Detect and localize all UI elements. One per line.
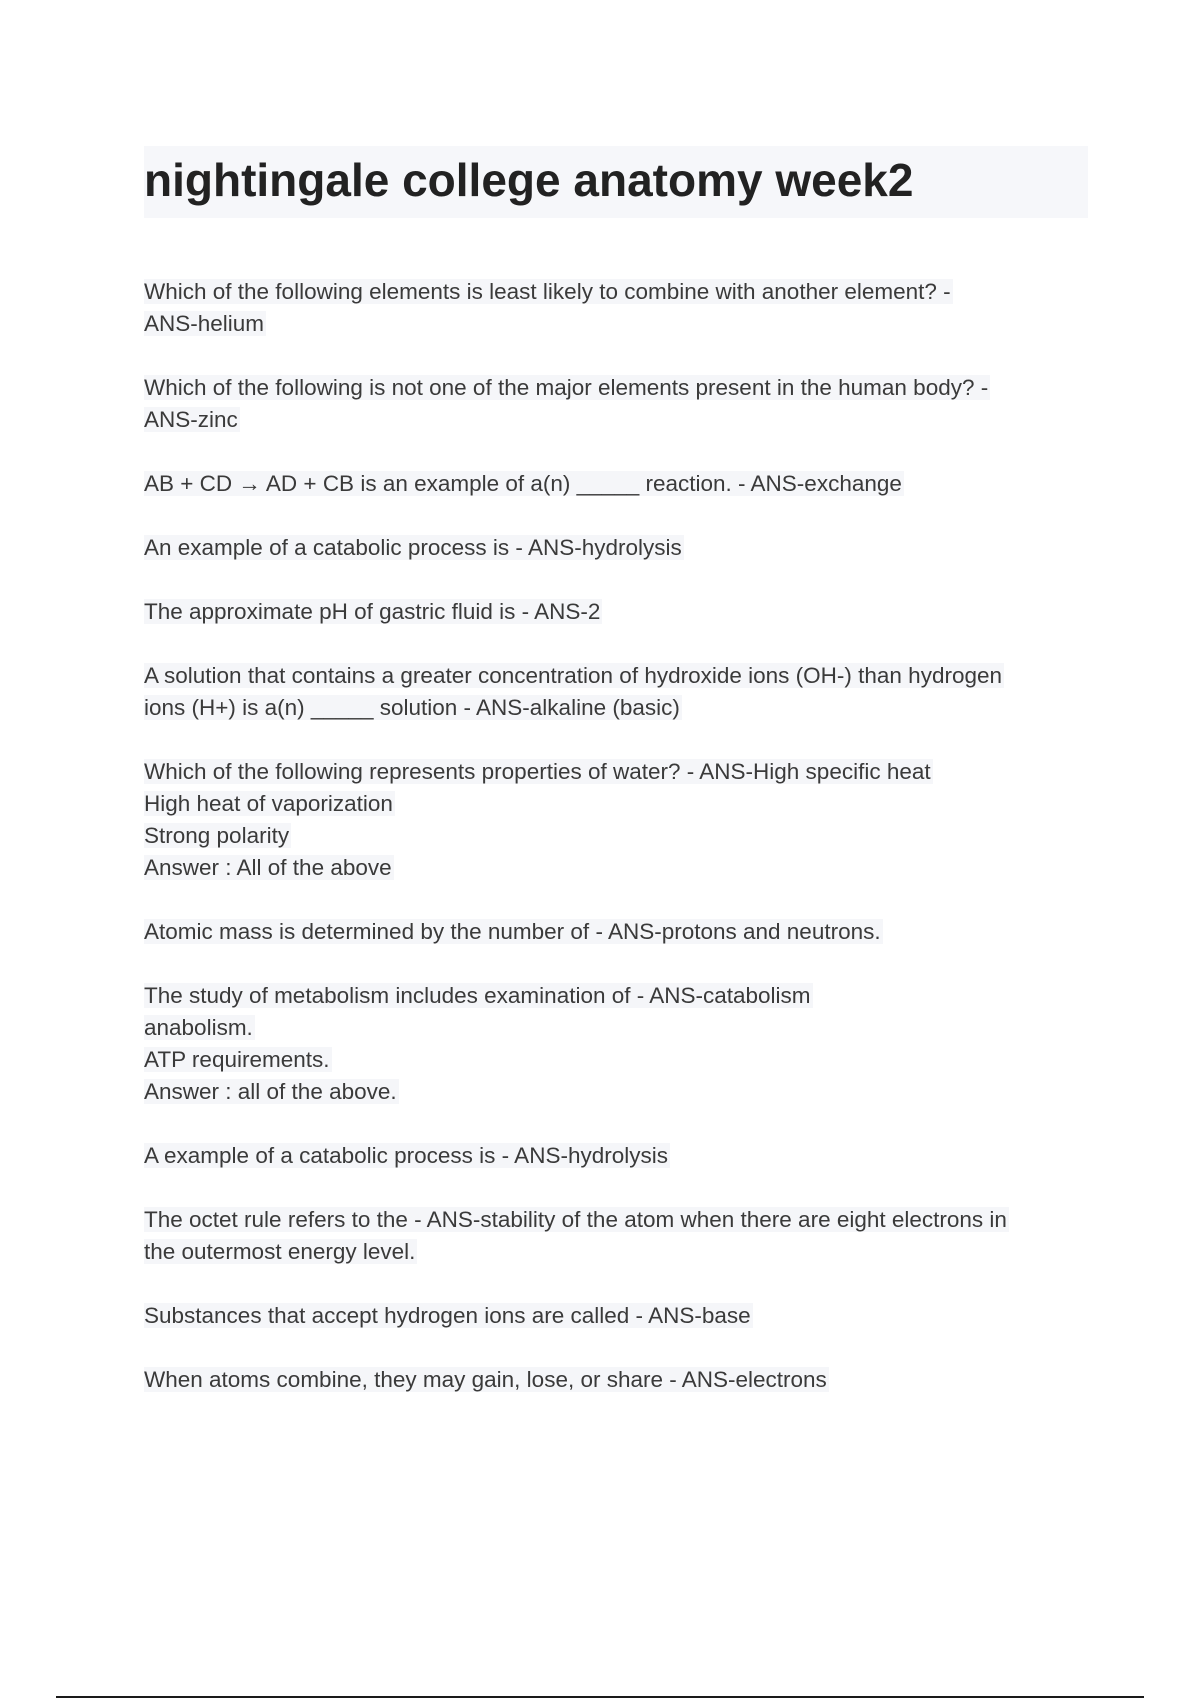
qa-line-text: The approximate pH of gastric fluid is - ANS-2	[144, 599, 601, 624]
qa-item	[144, 596, 1088, 628]
qa-item	[144, 468, 1088, 500]
qa-line	[144, 1012, 1088, 1044]
qa-line-text: High heat of vaporization	[144, 791, 393, 816]
qa-line	[144, 372, 1088, 404]
qa-item	[144, 276, 1088, 340]
qa-line-text: Strong polarity	[144, 823, 290, 848]
title-block	[144, 146, 1088, 218]
qa-line-text: anabolism.	[144, 1015, 253, 1040]
qa-line-text: Answer : All of the above	[144, 855, 392, 880]
qa-line-text: Which of the following represents properties of water? - ANS-High specific heat	[144, 759, 931, 784]
qa-line-text: ANS-zinc	[144, 407, 238, 432]
qa-line	[144, 1364, 1088, 1396]
qa-line	[144, 1204, 1088, 1236]
qa-line-text: Which of the following is not one of the major elements present in the human body? -	[144, 375, 989, 400]
qa-item	[144, 372, 1088, 436]
footer-divider	[56, 1696, 1144, 1698]
qa-line	[144, 276, 1088, 308]
qa-line-text: AB + CD → AD + CB is an example of a(n) _____ reaction. - ANS-exchange	[144, 471, 902, 496]
qa-line	[144, 980, 1088, 1012]
qa-line-text: Answer : all of the above.	[144, 1079, 397, 1104]
qa-line-text: The octet rule refers to the - ANS-stability of the atom when there are eight electrons in	[144, 1207, 1007, 1232]
qa-line	[144, 660, 1088, 692]
qa-item	[144, 1300, 1088, 1332]
qa-line	[144, 1300, 1088, 1332]
page-title: nightingale college anatomy week2	[144, 154, 914, 206]
qa-line-text: Atomic mass is determined by the number of - ANS-protons and neutrons.	[144, 919, 881, 944]
qa-line	[144, 308, 1088, 340]
qa-line	[144, 404, 1088, 436]
qa-line	[144, 596, 1088, 628]
qa-item	[144, 1204, 1088, 1268]
qa-line-text: the outermost energy level.	[144, 1239, 416, 1264]
qa-line-text: ions (H+) is a(n) _____ solution - ANS-alkaline (basic)	[144, 695, 680, 720]
qa-item	[144, 660, 1088, 724]
qa-list	[144, 276, 1088, 1428]
qa-line-text: When atoms combine, they may gain, lose, or share - ANS-electrons	[144, 1367, 827, 1392]
qa-line-text: ANS-helium	[144, 311, 265, 336]
qa-line-text: Substances that accept hydrogen ions are called - ANS-base	[144, 1303, 751, 1328]
qa-line	[144, 1076, 1088, 1108]
qa-line	[144, 852, 1088, 884]
qa-item	[144, 1140, 1088, 1172]
qa-line	[144, 692, 1088, 724]
qa-line-text: A example of a catabolic process is - ANS-hydrolysis	[144, 1143, 668, 1168]
qa-line-text: ATP requirements.	[144, 1047, 330, 1072]
qa-item	[144, 1364, 1088, 1396]
qa-line-text: Which of the following elements is least likely to combine with another element? -	[144, 279, 951, 304]
qa-line	[144, 532, 1088, 564]
qa-item	[144, 756, 1088, 884]
qa-item	[144, 532, 1088, 564]
qa-line	[144, 916, 1088, 948]
qa-line	[144, 788, 1088, 820]
qa-line	[144, 1236, 1088, 1268]
qa-line	[144, 1044, 1088, 1076]
qa-line	[144, 820, 1088, 852]
qa-line-text: The study of metabolism includes examination of - ANS-catabolism	[144, 983, 811, 1008]
qa-line-text: A solution that contains a greater concentration of hydroxide ions (OH-) than hydrogen	[144, 663, 1002, 688]
qa-line	[144, 1140, 1088, 1172]
qa-line	[144, 468, 1088, 500]
qa-item	[144, 980, 1088, 1108]
qa-item	[144, 916, 1088, 948]
qa-line-text: An example of a catabolic process is - ANS-hydrolysis	[144, 535, 682, 560]
qa-line	[144, 756, 1088, 788]
